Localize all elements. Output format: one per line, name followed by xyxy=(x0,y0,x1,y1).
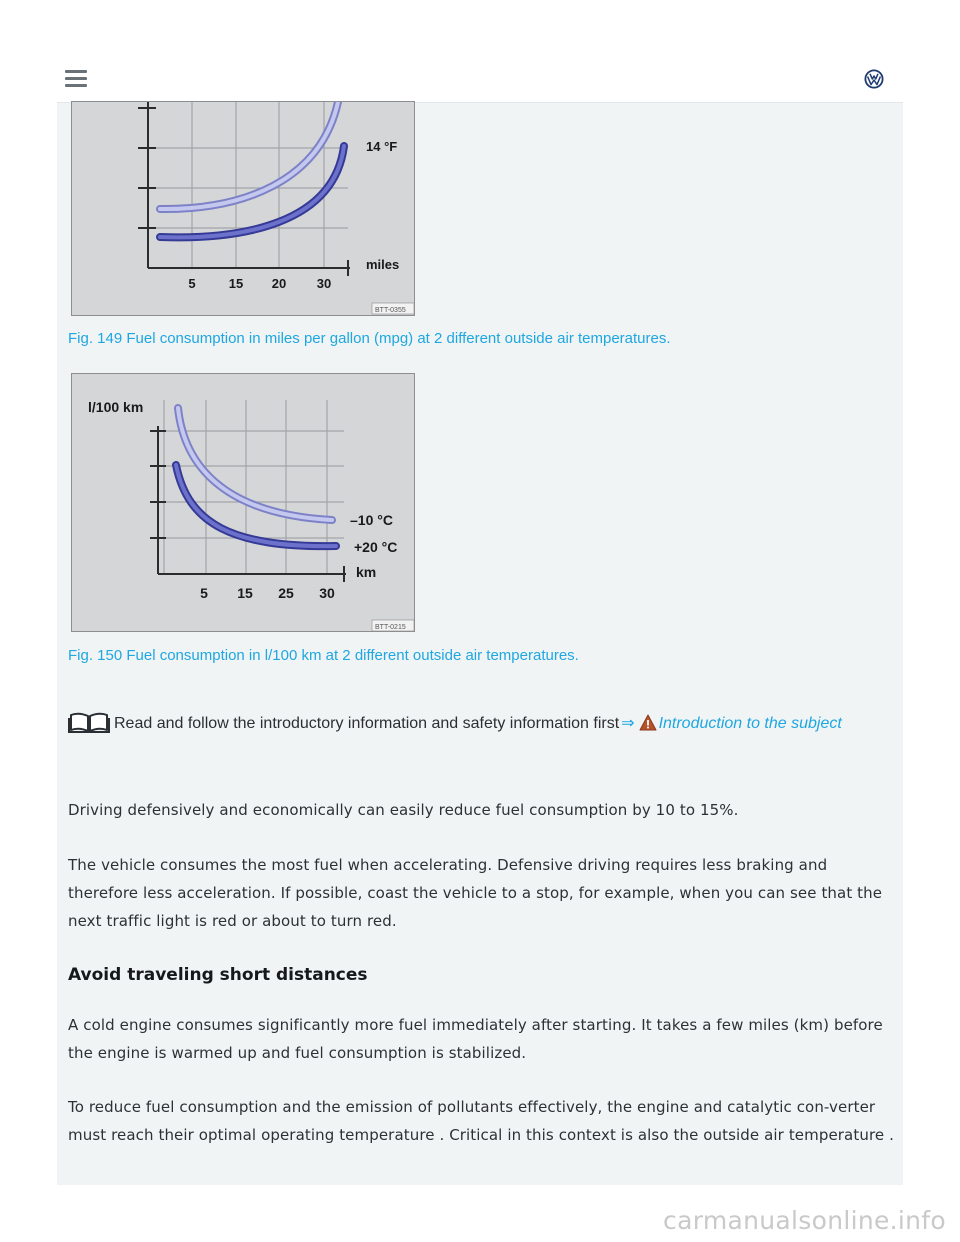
figure-150-caption: Fig. 150 Fuel consumption in l/100 km at 2 different outside air temperatures. xyxy=(68,647,579,664)
grid-lines xyxy=(148,102,348,268)
intro-note xyxy=(68,710,893,737)
hamburger-menu-icon[interactable] xyxy=(65,70,87,88)
x-tick-label: 5 xyxy=(188,276,196,291)
manual-content xyxy=(57,103,903,1185)
x-tick-label: 25 xyxy=(278,585,294,601)
figure-150-chart xyxy=(71,373,415,632)
paragraph: Driving defensively and economically can easily reduce fuel consumption by 10 to 15%. xyxy=(68,801,739,819)
book-icon xyxy=(68,711,110,733)
y-axis-label: l/100 km xyxy=(88,399,144,415)
vw-logo-icon[interactable] xyxy=(864,69,884,89)
section-heading: Avoid traveling short distances xyxy=(68,965,368,985)
intro-text: Read and follow the introductory information and safety information first xyxy=(114,715,620,732)
figure-149-chart xyxy=(71,101,415,316)
figure-149-caption: Fig. 149 Fuel consumption in miles per gallon (mpg) at 2 different outside air temperatures. xyxy=(68,330,671,347)
x-tick-label: 20 xyxy=(271,276,287,291)
series-label-minus10c: –10 °C xyxy=(350,512,393,528)
x-tick-label: 5 xyxy=(200,585,208,601)
introduction-link[interactable]: Introduction to the subject xyxy=(658,715,842,732)
series-label-plus20c: +20 °C xyxy=(354,539,398,555)
paragraph: The vehicle consumes the most fuel when accelerating. Defensive driving requires less braking and therefore less acceleration. If possible, coast the vehicle to a stop, for example, when you can see that the next traffic light is red or about to turn red. xyxy=(68,856,883,930)
x-axis-label: miles xyxy=(366,257,400,272)
paragraph: To reduce fuel consumption and the emission of pollutants effectively, the engine and catalytic con-verter must reach their optimal operating temperature . Critical in this context is also the outside air temperature . xyxy=(68,1098,894,1144)
figure-code: BTT-0355 xyxy=(375,307,406,314)
arrow-right-icon: ⇒ xyxy=(621,715,635,732)
figure-code: BTT-0215 xyxy=(375,624,406,631)
axes xyxy=(138,102,350,276)
x-tick-label: 15 xyxy=(228,276,244,291)
warning-triangle-icon xyxy=(639,714,657,731)
x-axis-label: km xyxy=(356,564,377,580)
x-tick-label: 15 xyxy=(237,585,253,601)
top-header xyxy=(57,55,903,103)
series-label-14f: 14 °F xyxy=(366,139,398,154)
x-tick-label: 30 xyxy=(316,276,332,291)
watermark-text: carmanualsonline.info xyxy=(663,1206,946,1235)
paragraph: A cold engine consumes significantly more fuel immediately after starting. It takes a few miles (km) before the engine is warmed up and fuel consumption is stabilized. xyxy=(68,1016,883,1062)
x-tick-label: 30 xyxy=(319,585,335,601)
